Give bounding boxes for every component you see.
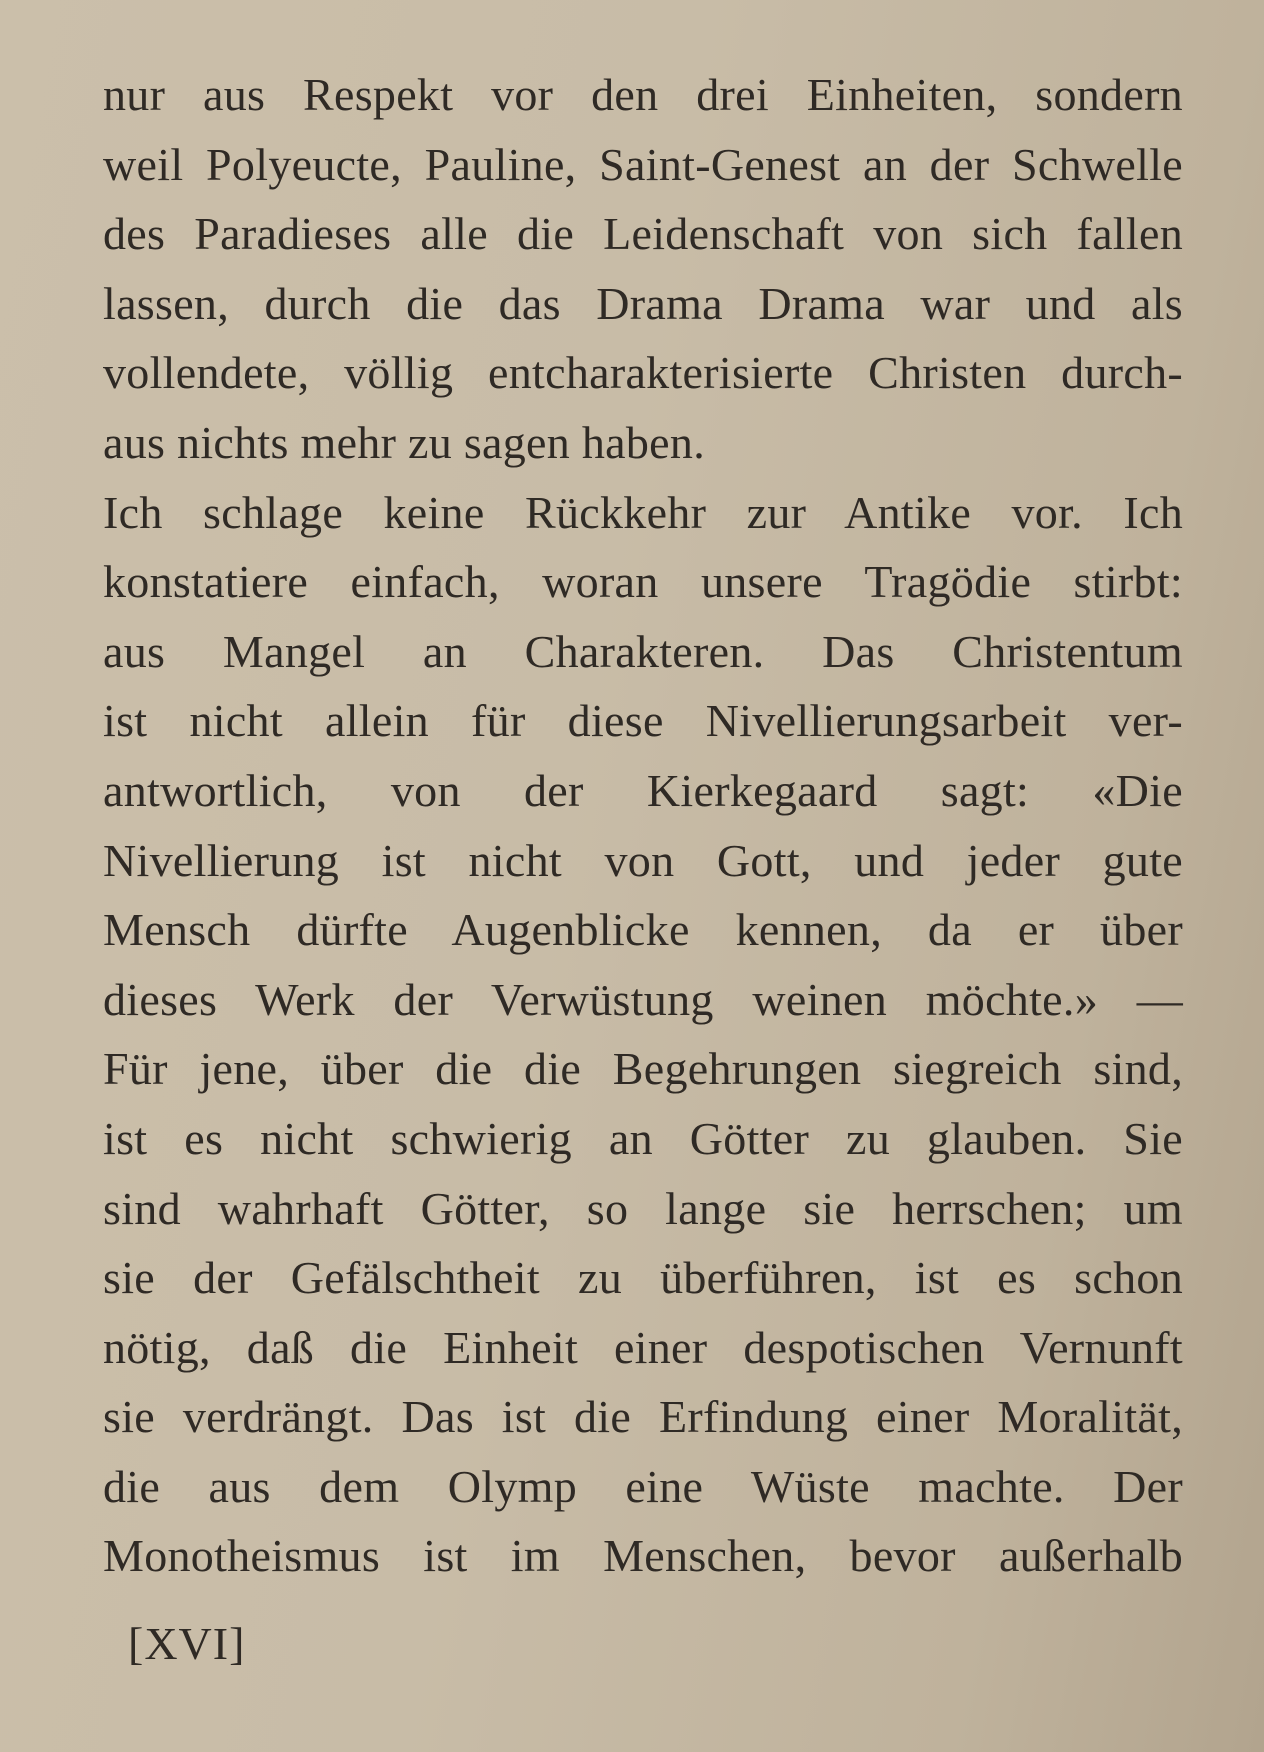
text-line-2: weil Polyeucte, Pauline, Saint-Genest an der Schwelle [103,138,1183,190]
text-line-5: vollendete, völlig entcharakterisierte Christen durch- [103,347,1183,399]
text-line-3: des Paradieses alle die Leidenschaft von sich fallen [103,208,1183,260]
text-line-17: sind wahrhaft Götter, so lange sie herrschen; um [103,1182,1183,1234]
text-line-8: konstatiere einfach, woran unsere Tragödie stirbt: [103,556,1183,608]
text-line-11: antwortlich, von der Kierkegaard sagt: «Die [103,764,1183,816]
text-line-21: die aus dem Olymp eine Wüste machte. Der [103,1460,1183,1512]
text-line-1: nur aus Respekt vor den drei Einheiten, sondern [103,69,1183,120]
text-line-19: nötig, daß die Einheit einer despotischen Vernunft [103,1321,1183,1373]
text-line-15: Für jene, über die die Begehrungen siegreich sind, [103,1043,1183,1095]
text-line-4: lassen, durch die das Drama Drama war und als [103,277,1183,329]
text-line-22: Monotheismus ist im Menschen, bevor außerhalb [103,1530,1183,1582]
text-line-9: aus Mangel an Charakteren. Das Christentum [103,625,1183,677]
text-line-20: sie verdrängt. Das ist die Erfindung einer Moralität, [103,1391,1183,1443]
text-line-6: aus nichts mehr zu sagen haben. [103,416,705,468]
text-line-12: Nivellierung ist nicht von Gott, und jeder gute [103,834,1183,886]
text-line-16: ist es nicht schwierig an Götter zu glauben. Sie [103,1112,1183,1164]
text-line-10: ist nicht allein für diese Nivellierungsarbeit ver- [103,695,1183,747]
text-line-14: dieses Werk der Verwüstung weinen möchte.» — [103,973,1183,1025]
text-line-13: Mensch dürfte Augenblicke kennen, da er über [103,904,1183,956]
text-line-18: sie der Gefälschtheit zu überführen, ist es schon [103,1252,1183,1304]
text-line-7: Ich schlage keine Rückkehr zur Antike vor. Ich [103,486,1183,538]
body-text [103,60,1183,1591]
page-number: [XVI] [128,1618,246,1669]
